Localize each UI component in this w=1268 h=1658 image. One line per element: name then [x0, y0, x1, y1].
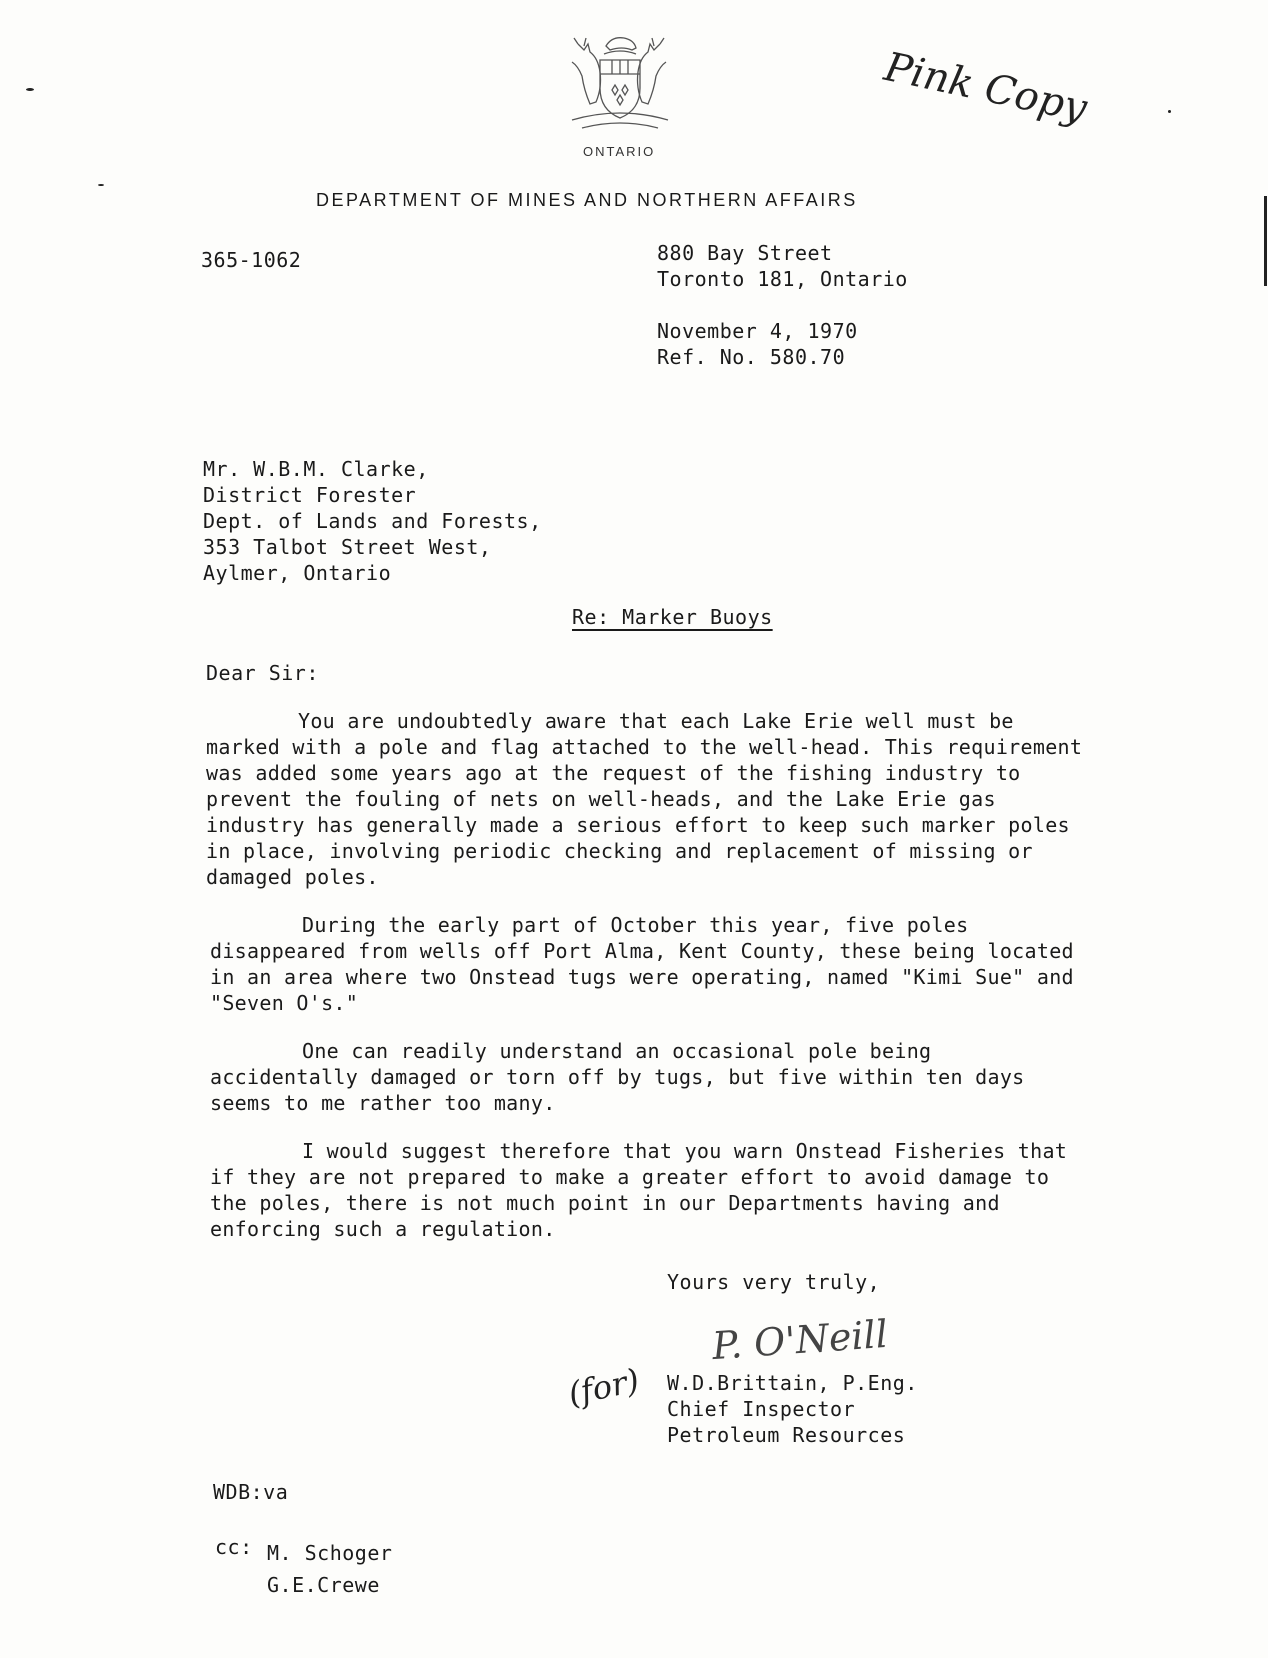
body-paragraph: You are undoubtedly aware that each Lake Erie well must be marked with a pole and flag attached to the well-head. This requirement was added some years ago at the request of the fishing industry to prevent the fouling of nets on well-heads, and the Lake Erie gas industry has generally made a serious effort to keep such marker poles in place, involving periodic checking and replacement of missing or damaged poles. [206, 709, 1083, 889]
recipient-line: Aylmer, Ontario [203, 561, 392, 585]
body-paragraph: One can readily understand an occasional pole being accidentally damaged or torn off by tugs, but five within ten days seems to me rather too many. [210, 1039, 1025, 1115]
signed-for-note: (for) [564, 1360, 643, 1414]
subject-line: Re: Marker Buoys [572, 605, 773, 629]
handwritten-note: Pink Copy [880, 44, 1091, 132]
salutation: Dear Sir: [206, 661, 319, 685]
signature: P. O'Neill [710, 1311, 890, 1369]
scan-speck [1168, 110, 1171, 113]
cc-recipients [267, 1535, 392, 1599]
signatory-department: Petroleum Resources [667, 1423, 906, 1447]
body-paragraph: I would suggest therefore that you warn Onstead Fisheries that if they are not prepared to make a greater effort to avoid damage to the poles, there is not much point in our Departments having and enforcing such a regulation. [210, 1139, 1068, 1241]
reference-number: Ref. No. 580.70 [657, 345, 846, 369]
recipient-line: Dept. of Lands and Forests, [203, 509, 542, 533]
letter-date: November 4, 1970 [657, 319, 858, 343]
recipient-line: District Forester [203, 483, 417, 507]
closing: Yours very truly, [667, 1270, 881, 1294]
signatory-title: Chief Inspector [667, 1397, 856, 1421]
sender-address-line: 880 Bay Street [657, 241, 833, 265]
phone-number: 365-1062 [201, 248, 302, 272]
body-paragraph: During the early part of October this year, five poles disappeared from wells off Port Alma, Kent County, these being located in an area where two Onstead tugs were operating, named "Kimi Sue" and "Seven O's." [210, 913, 1074, 1015]
cc-label: cc: [215, 1535, 253, 1559]
department-heading: DEPARTMENT OF MINES AND NORTHERN AFFAIRS [316, 190, 858, 210]
typed-signature-block [667, 1370, 918, 1448]
date-block [657, 318, 858, 370]
scan-speck [1264, 196, 1267, 286]
recipient-line: 353 Talbot Street West, [203, 535, 492, 559]
typist-initials: WDB:va [213, 1480, 289, 1504]
crest-label: ONTARIO [583, 144, 656, 159]
recipient-line: Mr. W.B.M. Clarke, [203, 457, 429, 481]
recipient-address [203, 456, 542, 586]
ontario-coat-of-arms-icon [560, 24, 680, 142]
scan-speck [26, 88, 34, 91]
sender-address-line: Toronto 181, Ontario [657, 267, 908, 291]
scan-speck [98, 184, 104, 186]
signatory-name: W.D.Brittain, P.Eng. [667, 1371, 918, 1395]
cc-recipient: G.E.Crewe [267, 1573, 380, 1597]
sender-address [657, 240, 908, 292]
cc-recipient: M. Schoger [267, 1541, 393, 1565]
